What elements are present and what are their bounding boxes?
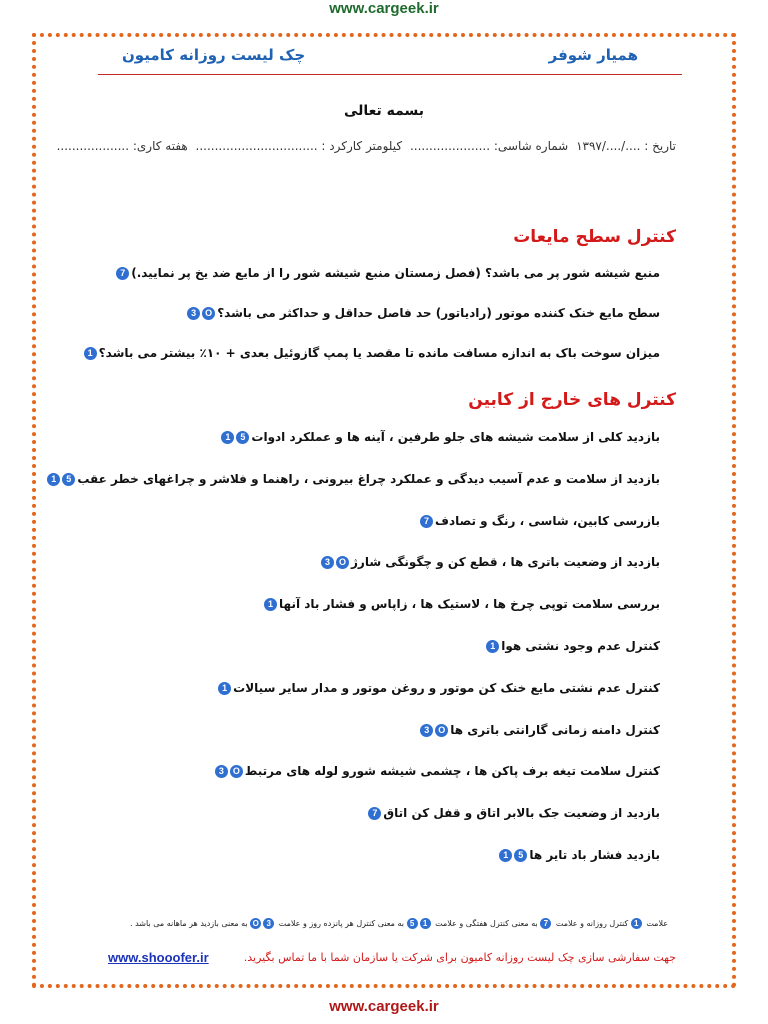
frequency-badge-icon: 1 [47, 473, 60, 486]
checklist-item-text: بازدید از وضعیت باتری ها ، قطع کن و چگونگی شارژ [351, 555, 660, 570]
frequency-badge-icon: 1 [486, 640, 499, 653]
legend-text-1: علامت [646, 919, 668, 928]
week-field[interactable]: هفته کاری: ................... [56, 139, 188, 153]
checklist-item-text: بازدید از وضعیت جک بالابر اتاق و قفل کن اتاق [383, 806, 660, 821]
brand-name: همیار شوفر [548, 46, 638, 64]
frequency-badge-icon: 3 [321, 556, 334, 569]
frequency-badge-icon: 5 [514, 849, 527, 862]
frequency-badge-icon: 7 [420, 515, 433, 528]
checklist-item[interactable] [264, 597, 660, 611]
badge-0-icon: O [250, 918, 261, 929]
badge-1-icon: 1 [420, 918, 431, 929]
checklist-item[interactable] [368, 806, 660, 820]
bismillah: بسمه تعالی [343, 103, 425, 119]
top-site-url[interactable]: www.cargeek.ir [329, 0, 439, 17]
checklist-item-text: کنترل عدم نشتی مایع خنک کن موتور و روغن موتور و مدار سایر سیالات [233, 680, 660, 695]
header-divider [98, 74, 682, 75]
legend-text-3: به معنی کنترل هفتگی و علامت [435, 919, 538, 928]
frequency-badge-icon: O [202, 307, 215, 320]
frequency-badge-icon: 7 [368, 807, 381, 820]
frequency-badge-icon: 1 [84, 347, 97, 360]
checklist-item-text: بررسی سلامت توپی چرخ ها ، لاستیک ها ، زاپاس و فشار باد آنها [279, 597, 660, 612]
checklist-title: چک لیست روزانه کامیون [122, 46, 306, 64]
chassis-field[interactable]: شماره شاسی: ..................... [409, 139, 569, 153]
frequency-badge-icon: O [435, 724, 448, 737]
footer-note: جهت سفارشی سازی چک لیست روزانه کامیون برای شرکت یا سازمان شما با ما تماس بگیرید. [243, 951, 676, 964]
frequency-badge-icon: 5 [62, 473, 75, 486]
frequency-badge-icon: 7 [116, 267, 129, 280]
checklist-item-text: بازدید کلی از سلامت شیشه های جلو طرفین ، آینه ها و عملکرد ادوات [251, 430, 660, 444]
checklist-item-text: بازدید از سلامت و عدم آسیب دیدگی و عملکرد چراغ بیرونی ، راهنما و فلاشر و چراغهای خطر عقب [77, 471, 660, 486]
checklist-item[interactable] [221, 430, 660, 444]
frequency-badge-icon: 3 [420, 724, 433, 737]
frequency-badge-icon: 1 [499, 849, 512, 862]
checklist-item-text: کنترل عدم وجود نشتی هوا [501, 639, 660, 653]
legend-text-4: به معنی کنترل هر پانزده روز و علامت [278, 919, 405, 928]
badge-5-icon: 5 [407, 918, 418, 929]
frequency-badge-icon: 3 [187, 307, 200, 320]
frequency-badge-icon: 1 [221, 431, 234, 444]
checklist-item-text: منبع شیشه شور پر می باشد؟ (فصل زمستان منبع شیشه شور را از مایع ضد یخ پر نمایید.) [131, 266, 660, 280]
section-outside: کنترل های خارج از کابین [468, 390, 676, 410]
checklist-item-text: سطح مایع خنک کننده موتور (رادیاتور) حد فاصل حداقل و حداکثر می باشد؟ [217, 306, 660, 320]
checklist-item-text: بازدید فشار باد تایر ها [529, 848, 660, 862]
legend-text-5: به معنی بازدید هر ماهانه می باشد . [130, 919, 248, 928]
badge-7-icon: 7 [540, 918, 551, 929]
checklist-item[interactable] [84, 346, 660, 360]
frequency-badge-icon: 1 [264, 598, 277, 611]
checklist-item[interactable] [218, 681, 660, 695]
bottom-site-url[interactable]: www.cargeek.ir [329, 998, 439, 1015]
checklist-item[interactable] [499, 848, 660, 862]
frequency-badge-icon: 5 [236, 431, 249, 444]
legend [130, 918, 668, 929]
frequency-badge-icon: O [336, 556, 349, 569]
checklist-item-text: کنترل سلامت تیغه برف پاکن ها ، چشمی شیشه شورو لوله های مرتبط [244, 764, 660, 779]
checklist-item[interactable] [486, 639, 660, 653]
checklist-item-text: بازرسی کابین، شاسی ، رنگ و تصادف [435, 513, 660, 528]
frequency-badge-icon: 3 [215, 765, 228, 778]
frequency-badge-icon: O [230, 765, 243, 778]
badge-3-icon: 3 [263, 918, 274, 929]
section-fluids: کنترل سطح مایعات [513, 227, 676, 247]
footer-link[interactable]: www.shooofer.ir [108, 950, 209, 965]
checklist-item[interactable] [420, 723, 660, 737]
checklist-item[interactable] [420, 514, 660, 528]
date-field[interactable]: تاریخ : ..../..../۱۳۹۷ [576, 139, 676, 153]
checklist-item[interactable] [187, 306, 660, 320]
meta-fields [53, 139, 676, 153]
badge-1-icon: 1 [631, 918, 642, 929]
checklist-item[interactable] [47, 472, 660, 486]
page-frame [32, 33, 736, 988]
checklist-item-text: کنترل دامنه زمانی گارانتی باتری ها [450, 722, 660, 737]
checklist-item[interactable] [215, 764, 660, 778]
checklist-item[interactable] [116, 266, 660, 280]
checklist-item-text: میزان سوخت باک به اندازه مسافت مانده تا مقصد یا پمپ گازوئیل بعدی + ۱۰٪ بیشتر می باشد؟ [98, 346, 660, 360]
checklist-item[interactable] [321, 555, 660, 569]
km-field[interactable]: کیلومتر کارکرد : ................................ [195, 139, 403, 153]
legend-text-2: کنترل روزانه و علامت [555, 919, 629, 928]
frequency-badge-icon: 1 [218, 682, 231, 695]
